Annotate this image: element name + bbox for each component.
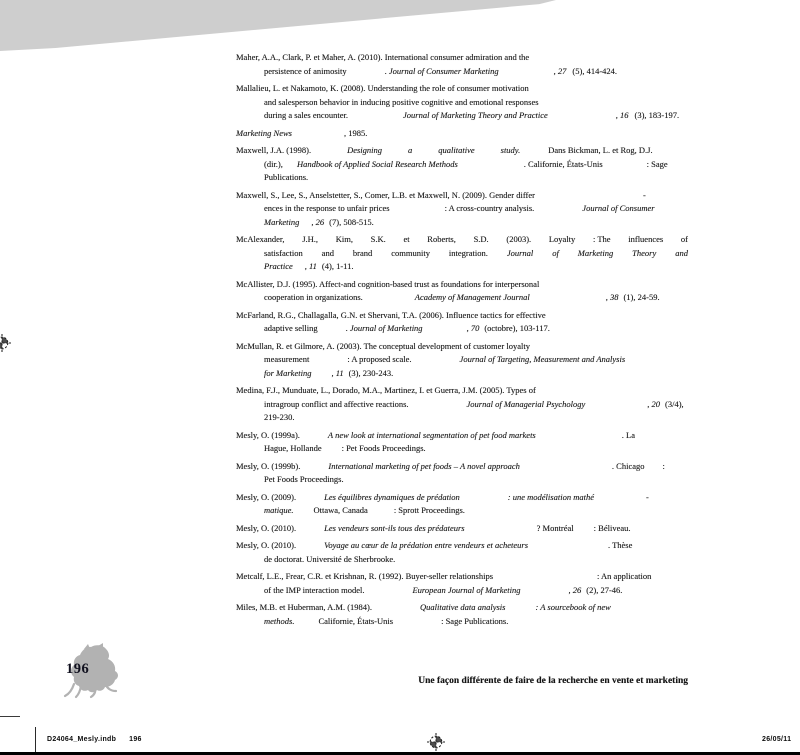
reference-text: Journal of Targeting, Measurement and Analysis <box>459 354 626 364</box>
reference-line <box>236 144 688 158</box>
reference-text: measurement <box>264 354 310 364</box>
reference-text: methods. <box>264 615 295 626</box>
reference-text: Miles, M.B. et Huberman, A.M. (1984). <box>236 602 372 612</box>
crop-mark <box>0 716 20 717</box>
text-gap <box>311 375 331 376</box>
reference-text: European Journal of Marketing <box>412 584 521 595</box>
text-gap <box>475 152 501 153</box>
reference-text: Mesly, O. (2010). <box>236 540 297 550</box>
text-gap <box>423 330 467 331</box>
reference-text: Maxwell, S., Lee, S., Anselstetter, S., Comer, L.B. et Maxwell, N. (2009). Gender differ <box>236 189 535 200</box>
reference-line <box>236 189 688 203</box>
reference-text: adaptive selling <box>264 323 318 333</box>
reference-line <box>236 202 688 216</box>
reference-entry <box>236 144 688 185</box>
reference-line <box>236 96 688 110</box>
reference-text: ? Montréal <box>536 522 574 533</box>
text-gap <box>311 152 347 153</box>
reference-line <box>236 504 688 518</box>
reference-text: and salesperson behavior in inducing positive cognitive and emotional responses <box>264 96 539 107</box>
reference-entry <box>236 189 688 230</box>
reference-entry <box>236 384 688 425</box>
reference-line <box>236 553 688 567</box>
reference-entry <box>236 340 688 381</box>
reference-line <box>236 109 688 123</box>
reference-line <box>236 570 688 584</box>
reference-text: and <box>675 247 688 258</box>
reference-text: 26 <box>315 216 325 227</box>
reference-line <box>236 65 688 79</box>
slug-date: 26/05/11 <box>762 736 792 743</box>
reference-text: (3), 183-197. <box>634 110 680 120</box>
text-gap <box>382 152 408 153</box>
reference-text: (5), 414-424. <box>572 65 618 76</box>
reference-text: Journal of Consumer <box>582 203 655 213</box>
reference-line <box>236 322 688 336</box>
reference-text: , <box>311 216 316 227</box>
reference-text: Handbook of Applied Social Research Methods <box>297 158 458 169</box>
text-gap <box>368 512 394 513</box>
text-gap <box>293 268 305 269</box>
reference-text: Metcalf, L.E., Frear, C.R. et Krishnan, R. (1992). Buyer-seller relationships <box>236 571 494 581</box>
reference-text: . Thèse <box>608 540 633 550</box>
reference-text: , <box>615 110 620 120</box>
reference-text: , <box>304 261 310 271</box>
reference-text: of <box>680 234 688 244</box>
reference-text: study. <box>500 145 521 155</box>
reference-text: Theory <box>632 247 657 258</box>
reference-entry <box>236 127 688 141</box>
text-gap <box>594 499 646 500</box>
reference-line <box>236 473 688 487</box>
text-gap <box>292 135 344 136</box>
reference-line <box>236 82 688 96</box>
reference-line <box>236 367 688 381</box>
text-gap <box>536 437 622 438</box>
reference-text: 11 <box>309 261 317 271</box>
reference-text: McFarland, R.G., Challagalla, G.N. et Shervani, T.A. (2006). Influence tactics for effective <box>236 309 546 320</box>
reference-text: de doctorat. Université de Sherbrooke. <box>264 553 396 564</box>
reference-text: (dir.), <box>264 158 286 169</box>
reference-text: Roberts, <box>427 234 456 244</box>
reference-line <box>236 247 688 261</box>
reference-line <box>236 522 688 536</box>
reference-text: et <box>403 234 410 244</box>
reference-line <box>236 384 688 398</box>
text-gap <box>409 406 467 407</box>
reference-line <box>236 460 688 474</box>
text-gap <box>300 468 328 469</box>
reference-text: (3), 230-243. <box>348 367 394 378</box>
reference-text: : Sprott Proceedings. <box>393 505 465 515</box>
reference-entry <box>236 522 688 536</box>
reference-text: Medina, F.J., Munduate, L., Dorado, M.A., Martinez, I. et Guerra, J.M. (2005). Types of <box>236 385 536 395</box>
reference-line <box>236 171 688 185</box>
text-gap <box>296 547 324 548</box>
text-gap <box>585 406 647 407</box>
text-gap <box>300 437 328 438</box>
reference-text: : A cross-country analysis. <box>444 203 535 213</box>
reference-text: intragroup conflict and affective reactions. <box>264 398 409 409</box>
reference-text: persistence of animosity <box>264 65 347 76</box>
slug-page-label: 196 <box>129 736 142 743</box>
reference-text: 70 <box>470 323 480 333</box>
reference-text: Mallalieu, L. et Nakamoto, K. (2008). Understanding the role of consumer motivation <box>236 83 529 93</box>
reference-text: Kim, <box>335 234 353 244</box>
reference-text: 20 <box>651 398 661 409</box>
reference-line <box>236 601 688 615</box>
reference-line <box>236 278 688 292</box>
text-gap <box>296 530 324 531</box>
references-list <box>236 51 688 632</box>
reference-text: Practice <box>264 261 293 271</box>
text-gap <box>294 623 318 624</box>
reference-text: brand <box>352 247 373 258</box>
reference-text: : une modélisation mathé <box>507 491 594 502</box>
reference-text: (4), 1-11. <box>321 261 354 271</box>
reference-line <box>236 340 688 354</box>
reference-text: , <box>466 323 471 333</box>
reference-text: Journal <box>506 247 534 258</box>
text-gap <box>294 512 314 513</box>
reference-entry <box>236 233 688 274</box>
text-gap <box>412 152 438 153</box>
reference-text: 38 <box>609 292 619 302</box>
reference-text: - <box>645 491 649 502</box>
reference-text: Hague, Hollande <box>264 443 322 453</box>
reference-text: Loyalty <box>548 234 576 244</box>
page-number: 196 <box>66 661 90 677</box>
registration-mark-icon <box>0 334 11 352</box>
text-gap <box>505 609 535 610</box>
reference-text: A new look at international segmentation of pet food markets <box>327 429 536 440</box>
reference-entry <box>236 460 688 487</box>
reference-text: McAllister, D.J. (1995). Affect-and cognition-based trust as foundations for interpersonal <box>236 278 540 289</box>
text-gap <box>493 578 597 579</box>
reference-text: . <box>345 323 350 333</box>
reference-line <box>236 216 688 230</box>
reference-text: S.K. <box>370 234 386 244</box>
reference-text: . La <box>621 429 635 440</box>
slug-filename <box>47 736 142 743</box>
reference-line <box>236 51 688 65</box>
text-gap <box>603 166 647 167</box>
reference-entry <box>236 82 688 123</box>
text-gap <box>309 361 347 362</box>
scan-curl-shadow <box>0 0 556 51</box>
reference-text: : The <box>593 234 611 244</box>
reference-line <box>236 442 688 456</box>
reference-text: Mesly, O. (2010). <box>236 522 297 533</box>
reference-text: satisfaction <box>264 247 303 258</box>
reference-line <box>236 127 688 141</box>
reference-text: Les vendeurs sont-ils tous des prédateurs <box>324 522 465 533</box>
reference-text: 219-230. <box>264 412 295 422</box>
reference-text: , <box>553 65 558 76</box>
reference-text: influences <box>628 234 664 244</box>
reference-text: , <box>568 584 573 595</box>
text-gap <box>390 210 445 211</box>
text-gap <box>318 330 346 331</box>
reference-entry <box>236 309 688 336</box>
reference-text: Publications. <box>264 172 309 182</box>
reference-line <box>236 233 688 247</box>
reference-text: ences in the response to unfair prices <box>264 203 390 213</box>
text-gap <box>363 299 415 300</box>
reference-text: Mesly, O. (1999b). <box>236 460 301 471</box>
reference-text: of the IMP interaction model. <box>264 584 365 595</box>
reference-text: International marketing of pet foods – A novel approach <box>328 460 520 471</box>
reference-entry <box>236 491 688 518</box>
reference-text: Marketing <box>577 247 614 258</box>
text-gap <box>458 166 524 167</box>
text-gap <box>534 210 582 211</box>
reference-text: , <box>331 367 336 378</box>
text-gap <box>528 547 608 548</box>
text-gap <box>535 197 643 198</box>
text-gap <box>393 623 441 624</box>
reference-text: integration. <box>448 247 488 258</box>
reference-entry <box>236 601 688 628</box>
reference-text: Californie, États-Unis <box>318 615 394 626</box>
reference-text: - <box>642 189 646 200</box>
reference-line <box>236 584 688 598</box>
reference-text: J.H., <box>302 234 319 244</box>
slug-divider-line <box>35 727 36 753</box>
reference-text: Pet Foods Proceedings. <box>264 474 344 484</box>
slug-file-label: D24064_Mesly.indb <box>47 736 117 743</box>
reference-line <box>236 260 688 274</box>
reference-text: 26 <box>572 584 582 595</box>
registration-mark-icon <box>427 733 445 751</box>
reference-entry <box>236 539 688 566</box>
running-footer-title: Une façon différente de faire de la recherche en vente et marketing <box>418 676 688 686</box>
reference-text: : A proposed scale. <box>347 354 412 364</box>
reference-text: Journal of Marketing <box>349 323 423 333</box>
text-gap <box>499 73 554 74</box>
reference-text: : Béliveau. <box>593 522 631 533</box>
reference-text: a <box>408 145 413 155</box>
reference-text: Academy of Management Journal <box>414 292 530 302</box>
reference-text: community <box>391 247 430 258</box>
text-gap <box>285 166 297 167</box>
reference-text: : Sage <box>646 158 668 169</box>
reference-text: during a sales encounter. <box>264 110 349 120</box>
reference-text: McMullan, R. et Gilmore, A. (2003). The conceptual development of customer loyalty <box>236 340 530 351</box>
text-gap <box>520 152 548 153</box>
reference-line <box>236 398 688 412</box>
text-gap <box>412 361 460 362</box>
reference-entry <box>236 51 688 78</box>
reference-text: . <box>384 65 389 76</box>
reference-line <box>236 291 688 305</box>
reference-text: 11 <box>335 367 344 378</box>
reference-text: (2003). <box>506 234 532 244</box>
text-gap <box>299 224 311 225</box>
text-gap <box>548 117 616 118</box>
reference-line <box>236 429 688 443</box>
reference-text: Maxwell, J.A. (1998). <box>236 145 312 155</box>
text-gap <box>364 592 412 593</box>
reference-text: (octobre), 103-117. <box>484 323 550 333</box>
reference-text: , 1985. <box>343 127 368 138</box>
reference-text: Dans Bickman, L. et Rog, D.J. <box>548 145 653 155</box>
reference-text: (3/4), <box>665 398 684 409</box>
reference-line <box>236 615 688 629</box>
reference-text: for Marketing <box>264 367 312 378</box>
reference-line <box>236 539 688 553</box>
reference-text: and <box>321 247 334 258</box>
text-gap <box>520 468 612 469</box>
reference-text: of <box>552 247 559 258</box>
reference-text: . Californie, États-Unis <box>523 158 603 169</box>
reference-entry <box>236 278 688 305</box>
reference-text: cooperation in organizations. <box>264 292 363 302</box>
text-gap <box>521 592 569 593</box>
reference-text: matique. <box>264 505 294 515</box>
reference-text: : An application <box>597 571 652 581</box>
reference-line <box>236 158 688 172</box>
reference-text: qualitative <box>438 145 475 155</box>
reference-text: : A sourcebook of new <box>535 602 611 612</box>
text-gap <box>645 468 663 469</box>
reference-text: : Sage Publications. <box>441 615 509 626</box>
reference-text: (7), 508-515. <box>329 216 374 227</box>
reference-line <box>236 309 688 323</box>
text-gap <box>296 499 324 500</box>
text-gap <box>348 117 403 118</box>
reference-text: , <box>605 292 610 302</box>
reference-text: . Chicago <box>611 460 645 471</box>
reference-text: McAlexander, <box>236 234 285 244</box>
reference-text: Journal of Consumer Marketing <box>388 65 499 76</box>
reference-text: Voyage au cœur de la prédation entre vendeurs et acheteurs <box>324 540 528 550</box>
reference-text: Journal of Marketing Theory and Practice <box>403 110 548 120</box>
text-gap <box>347 73 385 74</box>
reference-text: Mesly, O. (2009). <box>236 491 297 502</box>
reference-text: (1), 24-59. <box>623 292 660 302</box>
reference-line <box>236 411 688 425</box>
reference-entry <box>236 429 688 456</box>
reference-text: : <box>662 460 665 471</box>
reference-text: (2), 27-46. <box>586 584 623 595</box>
reference-text: Les équilibres dynamiques de prédation <box>324 491 460 502</box>
reference-text: Ottawa, Canada <box>313 505 368 515</box>
reference-text: Journal of Managerial Psychology <box>466 398 586 409</box>
reference-text: 27 <box>557 65 567 76</box>
reference-text: Maher, A.A., Clark, P. et Maher, A. (2010). International consumer admiration and the <box>236 52 530 62</box>
reference-text: Designing <box>347 145 383 155</box>
reference-entry <box>236 570 688 597</box>
reference-line <box>236 491 688 505</box>
text-gap <box>322 450 342 451</box>
text-gap <box>530 299 606 300</box>
reference-text: , <box>647 398 652 409</box>
text-gap <box>460 499 508 500</box>
text-gap <box>372 609 420 610</box>
reference-text: S.D. <box>473 234 489 244</box>
text-gap <box>465 530 537 531</box>
reference-text: Mesly, O. (1999a). <box>236 429 300 440</box>
reference-text: Qualitative data analysis <box>420 602 506 612</box>
text-gap <box>574 530 594 531</box>
reference-text: : Pet Foods Proceedings. <box>341 443 426 453</box>
reference-text: Marketing News <box>236 127 292 138</box>
reference-text: 16 <box>620 110 629 120</box>
reference-line <box>236 353 688 367</box>
reference-text: Marketing <box>264 216 300 227</box>
